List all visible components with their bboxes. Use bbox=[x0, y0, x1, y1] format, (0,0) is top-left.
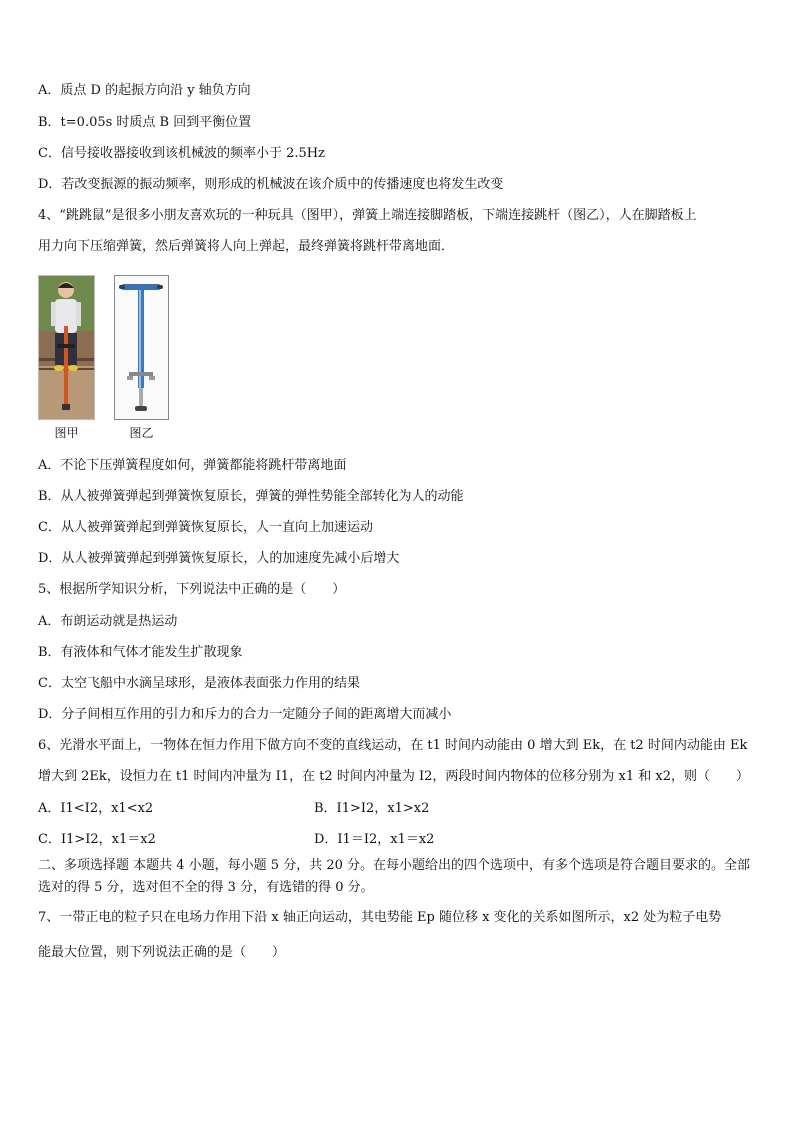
q4-option-d: D．从人被弹簧弹起到弹簧恢复原长，人的加速度先减小后增大 bbox=[38, 551, 400, 566]
q4-stem-line-2: 用力向下压缩弹簧，然后弹簧将人向上弹起，最终弹簧将跳杆带离地面． bbox=[38, 239, 455, 254]
q5-option-a: A．布朗运动就是热运动 bbox=[38, 614, 178, 629]
q7-stem-line-2: 能最大位置，则下列说法正确的是（ ） bbox=[38, 945, 286, 960]
q5-stem: 5、根据所学知识分析，下列说法中正确的是（ ） bbox=[38, 582, 346, 597]
q6-option-b: B．I1>I2，x1>x2 bbox=[314, 801, 430, 816]
q4-option-c: C．从人被弹簧弹起到弹簧恢复原长，人一直向上加速运动 bbox=[38, 520, 373, 535]
q6-stem-line-1: 6、光滑水平面上，一物体在恒力作用下做方向不变的直线运动，在 t1 时间内动能由 0 增大到 Ek，在 t2 时间内动能由 Ek bbox=[38, 738, 748, 753]
q3-option-c: C．信号接收器接收到该机械波的频率小于 2.5Hz bbox=[38, 146, 325, 161]
figure-a-caption: 图甲 bbox=[54, 426, 79, 440]
figure-b bbox=[114, 275, 169, 441]
q5-option-c: C．太空飞船中水滴呈球形，是液体表面张力作用的结果 bbox=[38, 676, 360, 691]
q6-stem-line-2: 增大到 2Ek，设恒力在 t1 时间内冲量为 I1，在 t2 时间内冲量为 I2，两段时间内物体的位移分别为 x1 和 x2，则（ ） bbox=[38, 769, 749, 784]
q7-stem-line-1: 7、一带正电的粒子只在电场力作用下沿 x 轴正向运动，其电势能 Ep 随位移 x 变化的关系如图所示，x2 处为粒子电势 bbox=[38, 910, 722, 925]
q3-option-a: A．质点 D 的起振方向沿 y 轴负方向 bbox=[38, 83, 251, 98]
q5-option-b: B．有液体和气体才能发生扩散现象 bbox=[38, 645, 243, 660]
q3-option-d: D．若改变振源的振动频率，则形成的机械波在该介质中的传播速度也将发生改变 bbox=[38, 177, 504, 192]
pogo-child-photo bbox=[38, 275, 95, 420]
q4-option-a: A．不论下压弹簧程度如何，弹簧都能将跳杆带离地面 bbox=[38, 458, 347, 473]
q4-stem-line-1: 4、“跳跳鼠”是很多小朋友喜欢玩的一种玩具（图甲），弹簧上端连接脚踏板，下端连接跳杆（图乙），人在脚踏板上 bbox=[38, 208, 697, 223]
figure-a bbox=[38, 275, 95, 441]
q6-option-d: D．I1＝I2，x1＝x2 bbox=[314, 832, 435, 847]
q3-option-b: B．t=0.05s 时质点 B 回到平衡位置 bbox=[38, 115, 252, 130]
pogo-stick-image bbox=[114, 275, 169, 420]
section-2-heading: 二、多项选择题 本题共 4 小题，每小题 5 分，共 20 分。在每小题给出的四个选项中，有多个选项是符合题目要求的。全部选对的得 5 分，选对但不全的得 3 分，有选错的得 0 分。 bbox=[38, 858, 751, 895]
q5-option-d: D．分子间相互作用的引力和斥力的合力一定随分子间的距离增大而减小 bbox=[38, 707, 452, 722]
q4-option-b: B．从人被弹簧弹起到弹簧恢复原长，弹簧的弹性势能全部转化为人的动能 bbox=[38, 489, 464, 504]
q6-option-c: C．I1>I2，x1＝x2 bbox=[38, 832, 156, 847]
q6-option-a: A．I1<I2，x1<x2 bbox=[38, 801, 154, 816]
figure-b-caption: 图乙 bbox=[129, 426, 154, 440]
